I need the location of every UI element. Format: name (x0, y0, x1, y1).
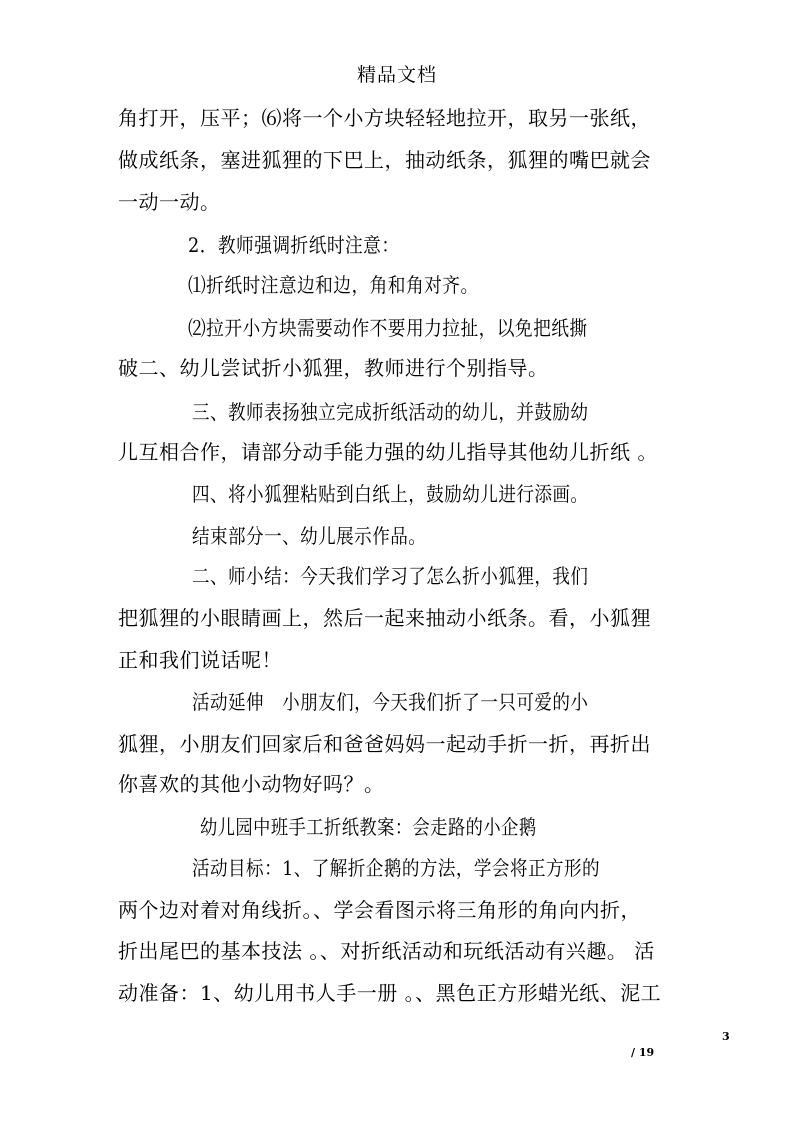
text-line: 一动一动。 (118, 190, 221, 214)
text-line: 三、教师表扬独立完成折纸活动的幼儿，并鼓励幼 (192, 400, 589, 424)
text-line: 动准备：1、幼儿用书人手一册 。、黑色正方形蜡光纸、泥工 (118, 981, 662, 1005)
text-line: ⑴折纸时注意边和边，角和角对齐。 (188, 273, 479, 297)
text-line: 正和我们说话呢！ (118, 648, 282, 672)
text-line: 破二、幼儿尝试折小狐狸，教师进行个别指导。 (118, 356, 549, 380)
text-line: 二、师小结：今天我们学习了怎么折小狐狸，我们 (192, 564, 589, 588)
text-line: ⑵拉开小方块需要动作不要用力拉扯，以免把纸撕 (188, 316, 588, 340)
text-line: 四、将小狐狸粘贴到白纸上，鼓励幼儿进行添画。 (192, 482, 589, 506)
page-total: / 19 (631, 1046, 655, 1059)
text-line: 做成纸条，塞进狐狸的下巴上，抽动纸条，狐狸的嘴巴就会 (118, 148, 651, 172)
text-line: 你喜欢的其他小动物好吗？。 (118, 772, 385, 796)
text-line: 把狐狸的小眼睛画上，然后一起来抽动小纸条。看，小狐狸 (118, 606, 651, 630)
text-line: 活动延伸 小朋友们，今天我们折了一只可爱的小 (192, 690, 589, 714)
page-header-title: 精品文档 (356, 64, 437, 86)
text-line: 2．教师强调折纸时注意： (188, 233, 400, 257)
text-line: 角打开，压平；⑹将一个小方块轻轻地拉开，取另一张纸， (118, 106, 651, 130)
section-heading: 幼儿园中班手工折纸教案：会走路的小企鹅 (200, 815, 537, 839)
text-line: 两个边对着对角线折。、学会看图示将三角形的角向内折， (118, 898, 641, 922)
text-line: 折出尾巴的基本技法 。、对折纸活动和玩纸活动有兴趣。 活 (118, 939, 655, 963)
text-line: 儿互相合作，请部分动手能力强的幼儿指导其他幼儿折纸 。 (118, 440, 658, 464)
page-number: 3 (722, 1030, 730, 1043)
text-line: 结束部分一、幼儿展示作品。 (192, 524, 427, 548)
text-line: 狐狸，小朋友们回家后和爸爸妈妈一起动手折一折，再折出 (118, 732, 651, 756)
text-line: 活动目标：1、了解折企鹅的方法，学会将正方形的 (192, 856, 601, 880)
